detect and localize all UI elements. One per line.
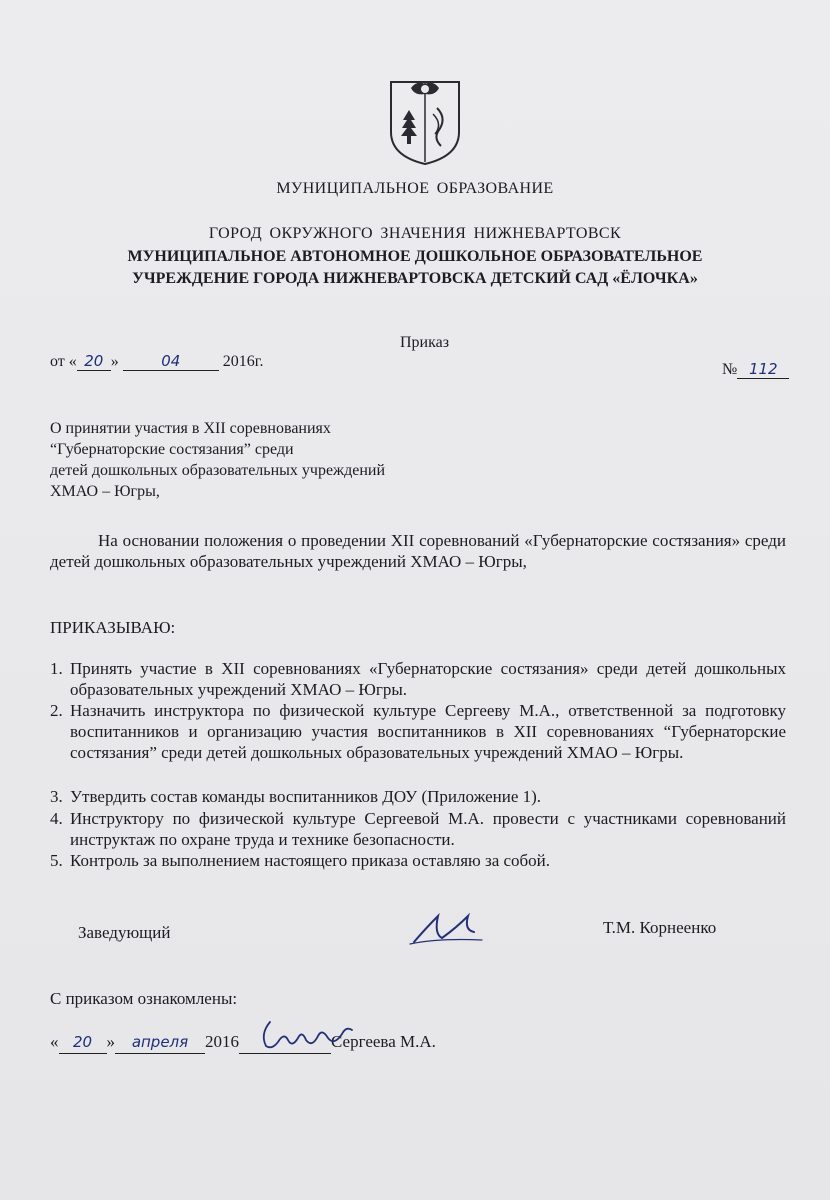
basis-paragraph: На основании положения о проведении XII соревнований «Губернаторские состязания» среди детей дошкольных образовательных учреждений ХМАО – Югры, [50, 531, 786, 571]
ack-quote-open: « [50, 1032, 59, 1051]
subject-line: ХМАО – Югры, [50, 483, 160, 500]
date-month-handwritten: 04 [123, 352, 219, 371]
signatory-name: Т.М. Корнеенко [603, 918, 717, 937]
ack-name: Сергеева М.А. [331, 1032, 436, 1051]
signatory-role: Заведующий [78, 923, 171, 942]
ack-day-handwritten: 20 [59, 1032, 107, 1054]
header-organization-line1: МУНИЦИПАЛЬНОЕ АВТОНОМНОЕ ДОШКОЛЬНОЕ ОБРАЗОВАТЕЛЬНОЕ [127, 248, 703, 265]
subject-line: “Губернаторские состязания” среди [50, 441, 294, 458]
number-prefix: № [722, 361, 738, 378]
subject-line: О принятии участия в XII соревнованиях [50, 420, 331, 437]
item-number: 4. [50, 809, 63, 828]
item-number: 2. [50, 701, 63, 720]
acknowledgement-label: С приказом ознакомлены: [50, 989, 238, 1008]
order-number [722, 360, 789, 379]
date-quote-close: » [110, 353, 119, 370]
item-text: Контроль за выполнением настоящего приказа оставляю за собой. [70, 851, 551, 870]
item-number: 3. [50, 787, 63, 806]
item-text: Принять участие в XII соревнованиях «Губернаторские состязания» среди детей дошкольных образовательных учреждений ХМАО – Югры. [70, 659, 786, 699]
header-municipality: МУНИЦИПАЛЬНОЕ ОБРАЗОВАНИЕ [276, 180, 554, 197]
header-organization-line2: УЧРЕЖДЕНИЕ ГОРОДА НИЖНЕВАРТОВСКА ДЕТСКИЙ САД «ЁЛОЧКА» [132, 270, 698, 287]
order-item [50, 658, 786, 700]
item-text: Утвердить состав команды воспитанников ДОУ (Приложение 1). [70, 787, 542, 806]
item-text: Назначить инструктора по физической культуре Сергееву М.А., ответственной за подготовку воспитанников и организацию участия воспитанников в XII соревнованиях “Губернаторские состязания” среди детей дошкольных образовательных учреждений ХМАО – Югры. [70, 701, 786, 762]
acknowledgement-line [50, 1031, 436, 1054]
order-item [50, 700, 786, 763]
ack-month-handwritten: апреля [115, 1032, 205, 1054]
header-city: ГОРОД ОКРУЖНОГО ЗНАЧЕНИЯ НИЖНЕВАРТОВСК [208, 225, 622, 242]
order-item [50, 808, 786, 850]
item-number: 5. [50, 851, 63, 870]
date-day-handwritten: 20 [77, 352, 111, 371]
order-title: Приказ [400, 334, 450, 351]
subject-line: детей дошкольных образовательных учреждений [50, 462, 386, 479]
number-handwritten: 112 [737, 360, 789, 379]
item-number: 1. [50, 659, 63, 678]
ack-year: 2016 [205, 1032, 239, 1051]
order-date [50, 352, 264, 371]
order-item [50, 786, 786, 807]
date-year: 2016г. [222, 353, 264, 370]
item-text: Инструктору по физической культуре Сергеевой М.А. провести с участниками соревнований инструктаж по охране труда и технике безопасности. [70, 809, 786, 849]
ack-quote-close: » [106, 1032, 115, 1051]
order-item [50, 850, 786, 871]
coat-of-arms-emblem [387, 74, 463, 166]
director-signature [408, 908, 488, 948]
command-word: ПРИКАЗЫВАЮ: [50, 618, 176, 637]
order-subject [50, 418, 385, 502]
date-prefix: от « [50, 353, 77, 370]
staff-signature [258, 1014, 356, 1054]
